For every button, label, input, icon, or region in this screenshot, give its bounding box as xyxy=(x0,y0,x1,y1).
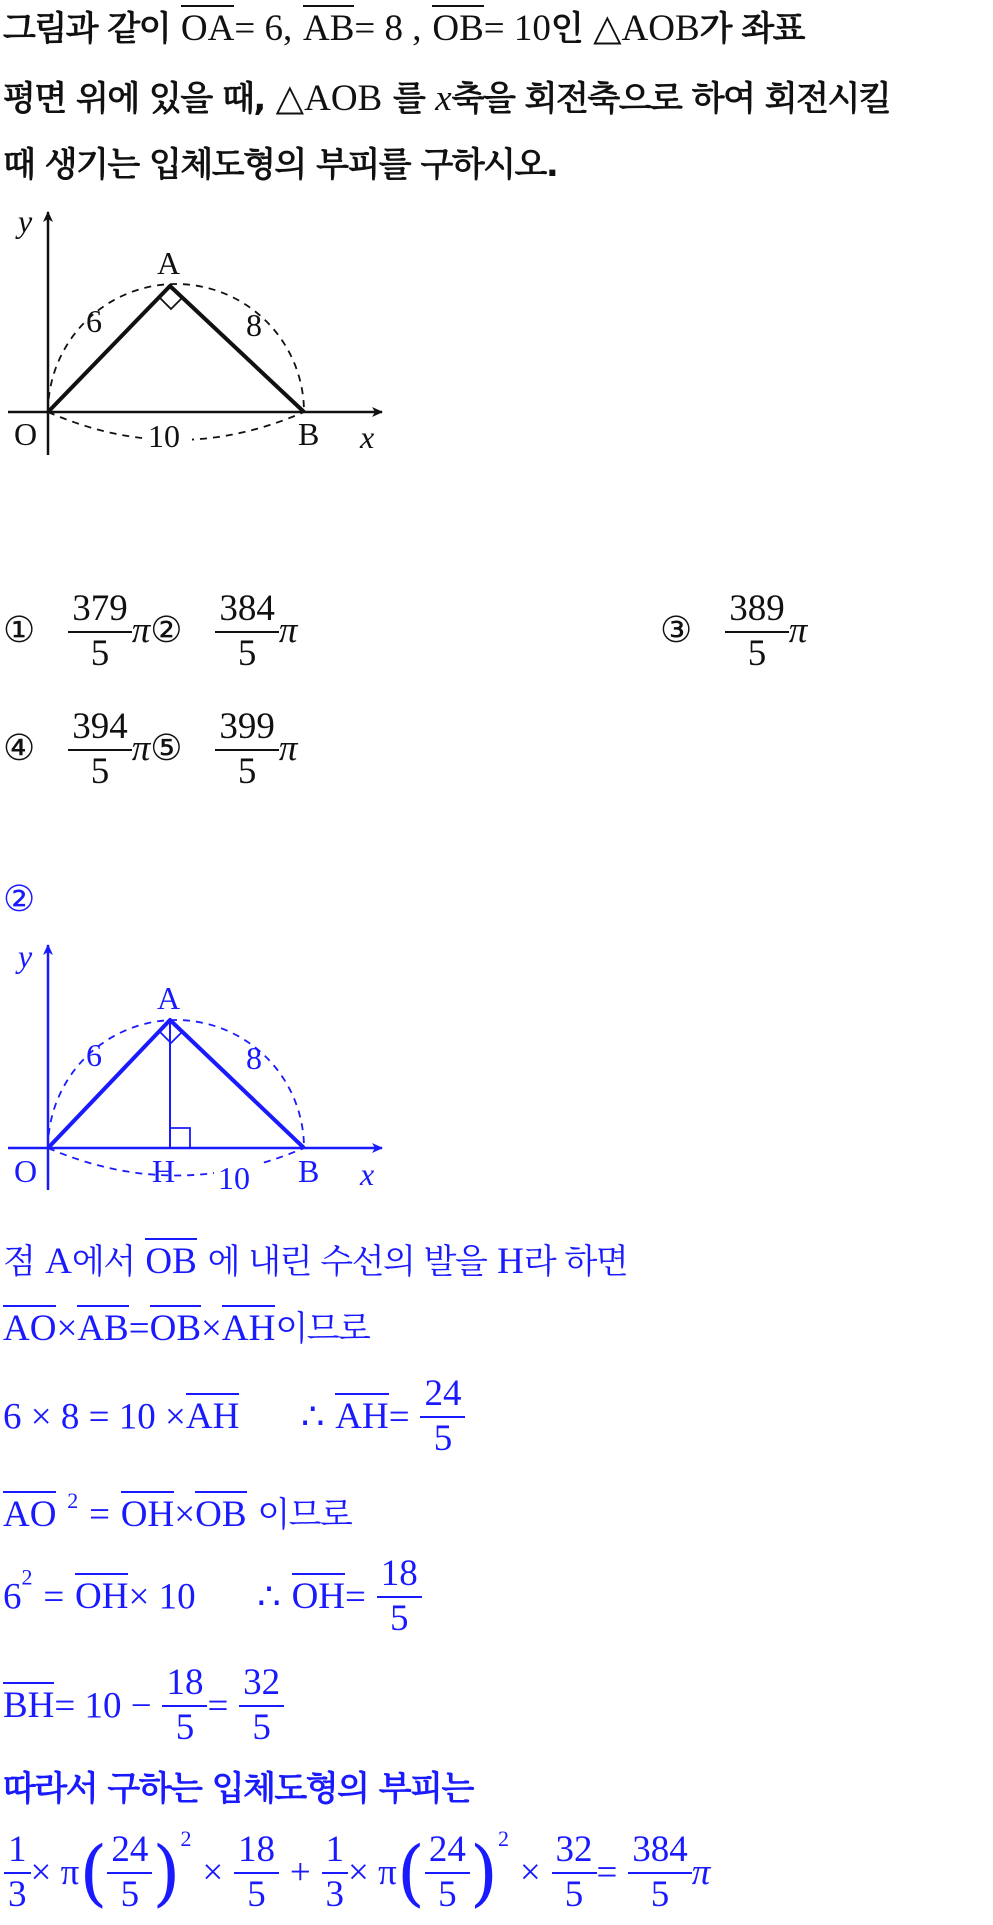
choice-mark: ④ xyxy=(3,727,36,769)
label-x: x xyxy=(360,419,375,455)
expression: = 10 − xyxy=(54,1685,152,1727)
equals: = xyxy=(43,1576,65,1618)
solution-text: 점 xyxy=(3,1242,35,1282)
therefore-symbol: ∴ xyxy=(257,1576,281,1618)
times: × xyxy=(174,1494,196,1535)
times: × xyxy=(202,1852,224,1893)
point-h: H xyxy=(497,1241,524,1282)
label-y: y xyxy=(18,938,33,974)
plus: + xyxy=(289,1852,311,1893)
length-oa: 6 xyxy=(86,303,102,339)
question-text: 축을 회전축으로 하여 회전시킬 xyxy=(451,79,891,119)
length-oa: 6 xyxy=(86,1037,102,1073)
fraction: $\frac{32}{5}$ xyxy=(239,1664,284,1748)
fraction: $\frac{389}{5}$ xyxy=(725,590,789,674)
fraction: $\frac{399}{5}$ xyxy=(215,708,279,792)
value-ab: = 8 , xyxy=(354,8,422,49)
segment-ab: AB xyxy=(77,1305,128,1349)
segment-bh: BH xyxy=(3,1682,54,1726)
fraction: $\frac{24}{5}$ xyxy=(425,1831,470,1915)
question-text: 그림과 같이 xyxy=(3,9,171,49)
point-a: A xyxy=(45,1241,72,1282)
segment-ao: AO xyxy=(3,1305,56,1349)
pi-symbol: π xyxy=(691,1852,711,1893)
times-pi: × π xyxy=(30,1852,80,1893)
segment-ah: AH xyxy=(186,1393,239,1437)
fraction: $\frac{18}{5}$ xyxy=(162,1664,207,1748)
fraction: $\frac{384}{5}$ xyxy=(215,590,279,674)
solution-line-1 xyxy=(3,1243,627,1280)
triangle-aob: △AOB xyxy=(593,8,700,49)
label-x: x xyxy=(360,1156,375,1192)
right-angle-mark xyxy=(159,297,182,309)
right-angle-mark-h xyxy=(170,1128,190,1148)
fraction: $\frac{1}{3}$ xyxy=(4,1831,31,1915)
times: × xyxy=(201,1308,222,1349)
segment-ob: OB xyxy=(150,1305,201,1349)
solution-line-2 xyxy=(3,1310,369,1347)
fraction: $\frac{1}{3}$ xyxy=(322,1831,349,1915)
left-paren: ( xyxy=(396,1830,425,1915)
label-a: A xyxy=(157,245,181,281)
equals: = xyxy=(345,1576,366,1618)
times: × xyxy=(519,1852,541,1893)
question-text: 가 좌표 xyxy=(699,9,805,49)
segment-oa: OA xyxy=(181,5,234,49)
figure-triangle-aob xyxy=(0,200,400,460)
right-paren: ) xyxy=(152,1830,181,1915)
solution-line-7: 따라서 구하는 입체도형의 부피는 xyxy=(3,1769,473,1809)
expression: × 10 xyxy=(128,1576,196,1618)
choice-mark: ① xyxy=(3,609,36,651)
solution-text: 이므로 xyxy=(257,1495,352,1535)
choice-3[interactable] xyxy=(660,590,807,674)
segment-ob: OB xyxy=(145,1238,196,1282)
label-h: H xyxy=(152,1153,176,1189)
equals: = xyxy=(596,1852,618,1893)
segment-ob: OB xyxy=(195,1491,246,1535)
question-line-1 xyxy=(3,10,804,47)
equals: = xyxy=(89,1494,110,1535)
pi-symbol: π xyxy=(131,727,151,769)
x-variable: x xyxy=(435,78,452,119)
value-ob: = 10 xyxy=(483,8,551,49)
length-ab: 8 xyxy=(246,1040,262,1076)
pi-symbol: π xyxy=(278,609,298,651)
solution-line-8 xyxy=(4,1828,710,1914)
segment-ao: AO xyxy=(3,1491,56,1535)
segment-ob: OB xyxy=(432,5,483,49)
triangle-aob: △AOB xyxy=(275,78,383,119)
length-ab: 8 xyxy=(246,307,262,343)
answer-mark: ② xyxy=(3,879,36,920)
value-oa: = 6, xyxy=(234,8,293,49)
label-o: O xyxy=(14,416,38,452)
solution-line-4 xyxy=(3,1490,351,1533)
segment-oh: OH xyxy=(292,1573,345,1617)
fraction: $\frac{384}{5}$ xyxy=(628,1831,692,1915)
expression: 6 × 8 = 10 × xyxy=(3,1396,186,1438)
fraction: $\frac{394}{5}$ xyxy=(68,708,132,792)
solution-text: 에서 xyxy=(71,1242,135,1282)
segment-oh: OH xyxy=(75,1573,128,1617)
times-pi: × π xyxy=(348,1852,397,1893)
exponent: 2 xyxy=(180,1826,192,1851)
equals: = xyxy=(207,1685,229,1727)
fraction: $\frac{32}{5}$ xyxy=(552,1831,597,1915)
solution-line-6 xyxy=(3,1664,284,1748)
label-a: A xyxy=(157,980,181,1016)
times: × xyxy=(56,1308,78,1349)
question-line-3: 때 생기는 입체도형의 부피를 구하시오. xyxy=(3,145,558,185)
question-text: 인 xyxy=(550,9,583,49)
choice-mark: ⑤ xyxy=(150,727,183,769)
figure-solution-triangle xyxy=(0,935,400,1197)
base-six: 6 xyxy=(3,1576,22,1618)
exponent: 2 xyxy=(21,1564,33,1590)
segment-oh: OH xyxy=(121,1491,174,1535)
dimension-arc-ob xyxy=(48,1148,304,1176)
label-b: B xyxy=(298,1153,320,1189)
equals: = xyxy=(128,1308,150,1349)
fraction: $\frac{379}{5}$ xyxy=(68,590,132,674)
pi-symbol: π xyxy=(131,609,151,651)
exponent: 2 xyxy=(67,1488,79,1513)
solution-text: 에 내린 수선의 발을 xyxy=(207,1242,487,1282)
choice-1[interactable] xyxy=(3,590,297,674)
segment-ab: AB xyxy=(303,5,354,49)
question-text: 평면 위에 있을 때, xyxy=(3,79,265,119)
length-ob: 10 xyxy=(148,418,180,454)
question-text: 를 xyxy=(393,79,425,119)
fraction: $\frac{24}{5}$ xyxy=(420,1375,465,1459)
equals: = xyxy=(388,1396,410,1438)
label-o: O xyxy=(14,1153,38,1189)
right-paren: ) xyxy=(469,1830,498,1915)
fraction: $\frac{18}{5}$ xyxy=(377,1555,422,1639)
question-line-2 xyxy=(3,80,890,117)
therefore-symbol: ∴ xyxy=(300,1396,325,1438)
segment-ah: AH xyxy=(335,1393,388,1437)
fraction: $\frac{18}{5}$ xyxy=(234,1831,279,1915)
solution-text: 이므로 xyxy=(275,1309,370,1349)
choice-4[interactable] xyxy=(3,708,297,792)
solution-line-5 xyxy=(3,1555,422,1639)
label-b: B xyxy=(298,416,320,452)
pi-symbol: π xyxy=(788,609,808,651)
label-y: y xyxy=(18,203,33,239)
left-paren: ( xyxy=(79,1830,108,1915)
exponent: 2 xyxy=(498,1826,509,1851)
solution-text: 라 하면 xyxy=(523,1242,628,1282)
segment-ah: AH xyxy=(222,1305,275,1349)
length-ob: 10 xyxy=(218,1160,250,1196)
choice-mark: ② xyxy=(150,609,183,651)
solution-line-3 xyxy=(3,1375,465,1459)
pi-symbol: π xyxy=(278,727,298,769)
fraction: $\frac{24}{5}$ xyxy=(107,1831,152,1915)
choice-mark: ③ xyxy=(660,609,693,651)
